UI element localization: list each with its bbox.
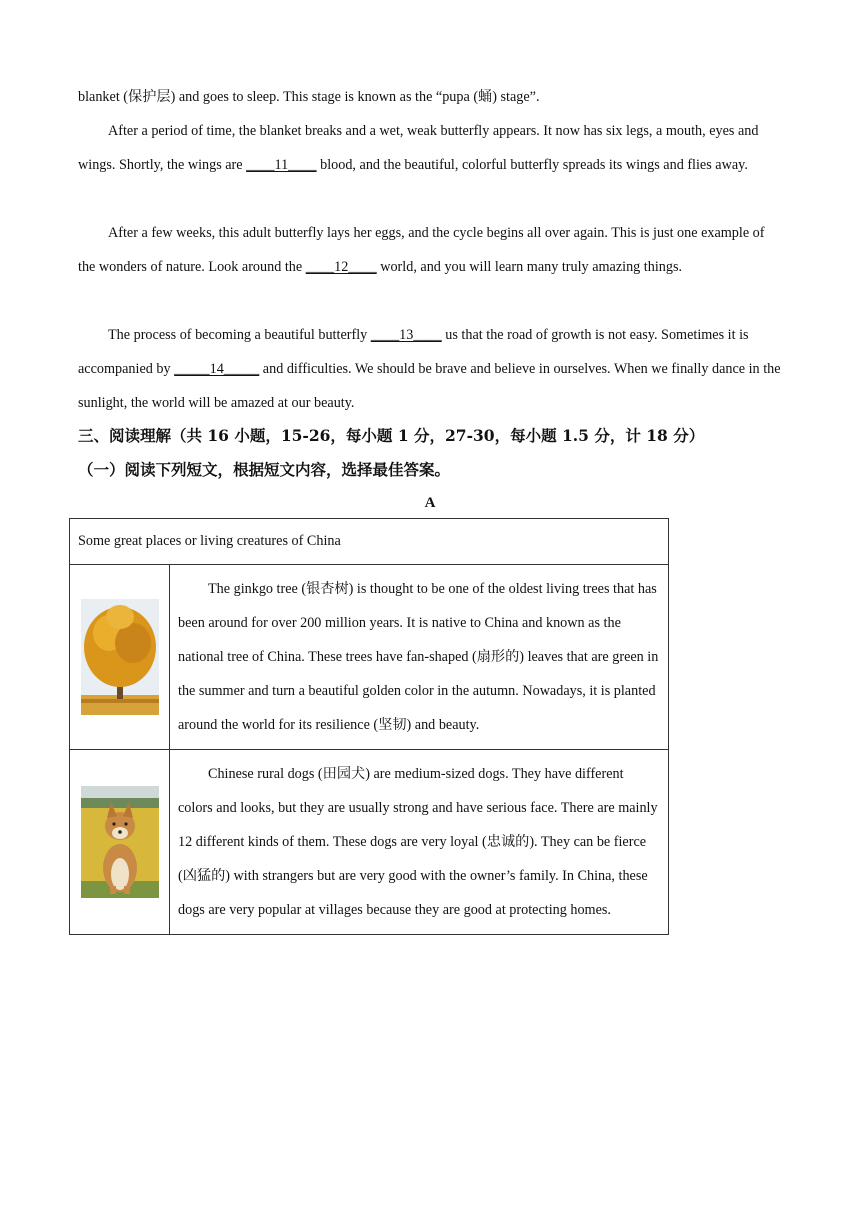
paragraph-text: The process of becoming a beautiful butterfly — [108, 327, 371, 343]
blank-11: ____11____ — [246, 157, 317, 173]
paragraph-text: blanket (保护层) and goes to sleep. This stage is known as the “pupa (蛹) stage”. — [78, 89, 540, 105]
image-cell — [70, 750, 170, 935]
paragraph-text: blood, and the beautiful, colorful butterfly spreads its wings and flies away. — [316, 157, 748, 173]
paragraph-process-growth — [78, 318, 784, 420]
table-caption-row — [70, 519, 669, 565]
rural-dog-image — [81, 786, 159, 898]
section-subheading: （一）阅读下列短文，根据短文内容，选择最佳答案。 — [78, 460, 451, 479]
info-table — [69, 518, 669, 935]
blank-13: ____13____ — [370, 327, 442, 343]
paragraph-text: After a period of time, the blanket breaks and a wet, weak butterfly appears. It now has six legs, a mouth, eyes and wings. Shortly, the wings are — [78, 123, 759, 173]
dog-text-cell — [170, 750, 669, 935]
table-caption: Some great places or living creatures of China — [70, 519, 669, 565]
paragraph-text: us that the road of growth is not easy. Sometimes it is accompanied by — [78, 327, 749, 377]
dog-description: Chinese rural dogs (田园犬) are medium-sized dogs. They have different colors and looks, but they are usually strong and have serious face. There are mainly 12 different kinds of them. These dogs are very loyal (忠诚的). They can be fierce (凶猛的) with strangers but are very good with the owner’s family. In China, these dogs are very popular at villages because they are good at protecting homes. — [178, 766, 658, 918]
table-row — [70, 565, 669, 750]
blank-12: ____12____ — [305, 259, 377, 275]
blank-14: _____14_____ — [174, 361, 260, 377]
ginkgo-tree-image — [81, 599, 159, 715]
paragraph-pupa-stage — [78, 80, 784, 114]
table-row — [70, 750, 669, 935]
passage-label: A — [424, 495, 436, 511]
paragraph-cycle-begins — [78, 216, 784, 284]
image-cell — [70, 565, 170, 750]
paragraph-text: After a few weeks, this adult butterfly lays her eggs, and the cycle begins all over again. This is just one example of the wonders of nature. Look around the — [78, 225, 765, 275]
paragraph-text: and difficulties. We should be brave and believe in ourselves. When we finally dance in the sunlight, the world will be amazed at our beauty. — [78, 361, 781, 411]
paragraph-text: world, and you will learn many truly amazing things. — [376, 259, 683, 275]
section-heading: 三、阅读理解（共 16 小题，15-26，每小题 1 分，27-30，每小题 1.5 分，计 18 分） — [78, 426, 705, 445]
ginkgo-description: The ginkgo tree (银杏树) is thought to be one of the oldest living trees that has been around for over 200 million years. It is native to China and known as the national tree of China. These trees have fan-shaped (扇形的) leaves that are green in the summer and turn a beautiful golden color in the autumn. Nowadays, it is planted around the world for its resilience (坚韧) and beauty. — [178, 581, 659, 733]
ginkgo-text-cell — [170, 565, 669, 750]
paragraph-butterfly-appears — [78, 114, 784, 182]
